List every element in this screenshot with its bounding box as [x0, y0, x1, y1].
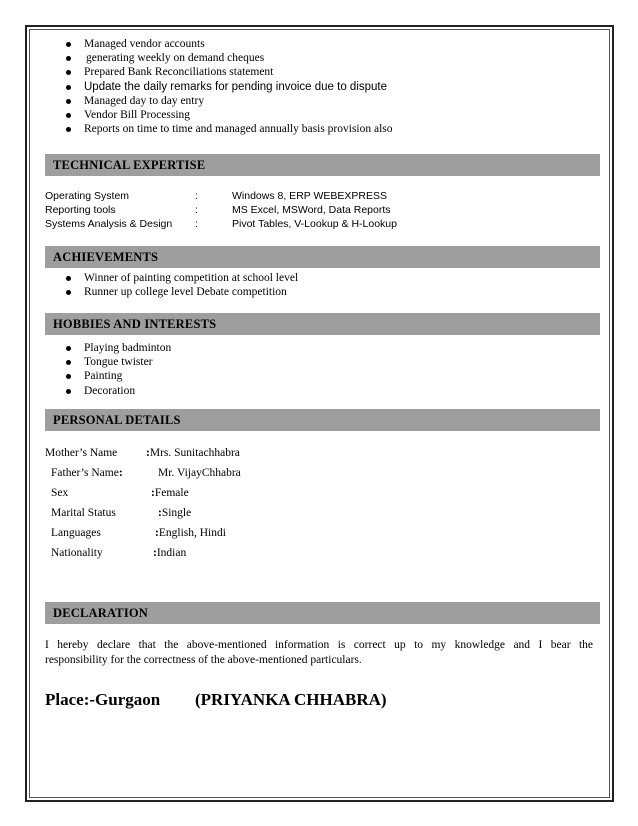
list-item: Decoration [66, 384, 171, 398]
duties-list [66, 37, 393, 136]
declaration-line: I hereby declare that the above-mentioned information is correct up to my knowledge and I bear the [45, 639, 593, 651]
section-heading: TECHNICAL EXPERTISE [53, 158, 206, 172]
section-heading: ACHIEVEMENTS [53, 250, 159, 264]
achievements-list [66, 271, 298, 299]
declaration-text [45, 638, 593, 668]
section-bar-technical [45, 154, 600, 176]
section-bar-declaration [45, 602, 600, 624]
personal-value: :Female [151, 487, 189, 499]
personal-label: Mother’s Name [45, 447, 118, 459]
personal-label: Nationality [51, 547, 103, 559]
section-bar-personal [45, 409, 600, 431]
personal-label: Father’s Name: [51, 467, 123, 479]
tech-label: Reporting tools [45, 204, 116, 216]
list-item: Managed day to day entry [66, 94, 393, 108]
personal-value: :Indian [153, 547, 187, 559]
signature-name: (PRIYANKA CHHABRA) [195, 690, 387, 709]
section-heading: DECLARATION [53, 606, 149, 620]
list-item: Managed vendor accounts [66, 37, 393, 51]
personal-label: Languages [51, 527, 101, 539]
tech-sep: : [195, 204, 198, 216]
section-heading: PERSONAL DETAILS [53, 413, 181, 427]
list-item: Playing badminton [66, 341, 171, 355]
section-heading: HOBBIES AND INTERESTS [53, 317, 217, 331]
list-item: Winner of painting competition at school level [66, 271, 298, 285]
section-bar-achievements [45, 246, 600, 268]
list-item: Painting [66, 369, 171, 383]
list-item: Reports on time to time and managed annually basis provision also [66, 122, 393, 136]
list-item: Vendor Bill Processing [66, 108, 393, 122]
list-item: Update the daily remarks for pending invoice due to dispute [66, 80, 393, 94]
personal-label: Marital Status [51, 507, 116, 519]
list-item: Runner up college level Debate competition [66, 285, 298, 299]
tech-value: Windows 8, ERP WEBEXPRESS [232, 190, 388, 202]
list-item: Prepared Bank Reconciliations statement [66, 65, 393, 79]
section-bar-hobbies [45, 313, 600, 335]
personal-value: Mr. VijayChhabra [158, 467, 241, 479]
tech-value: MS Excel, MSWord, Data Reports [232, 204, 391, 216]
personal-value: :Mrs. Sunitachhabra [146, 447, 240, 459]
personal-label: Sex [51, 487, 69, 499]
hobbies-list [66, 341, 171, 398]
tech-sep: : [195, 190, 198, 202]
tech-label: Operating System [45, 190, 130, 202]
list-item: Tongue twister [66, 355, 171, 369]
tech-value: Pivot Tables, V-Lookup & H-Lookup [232, 218, 397, 230]
list-item: generating weekly on demand cheques [66, 51, 393, 65]
tech-sep: : [195, 218, 198, 230]
tech-label: Systems Analysis & Design [45, 218, 173, 230]
signature-place: Place:-Gurgaon [45, 690, 161, 709]
declaration-line: responsibility for the correctness of the above-mentioned particulars. [45, 654, 362, 666]
personal-value: :Single [158, 507, 192, 519]
personal-value: :English, Hindi [155, 527, 226, 539]
